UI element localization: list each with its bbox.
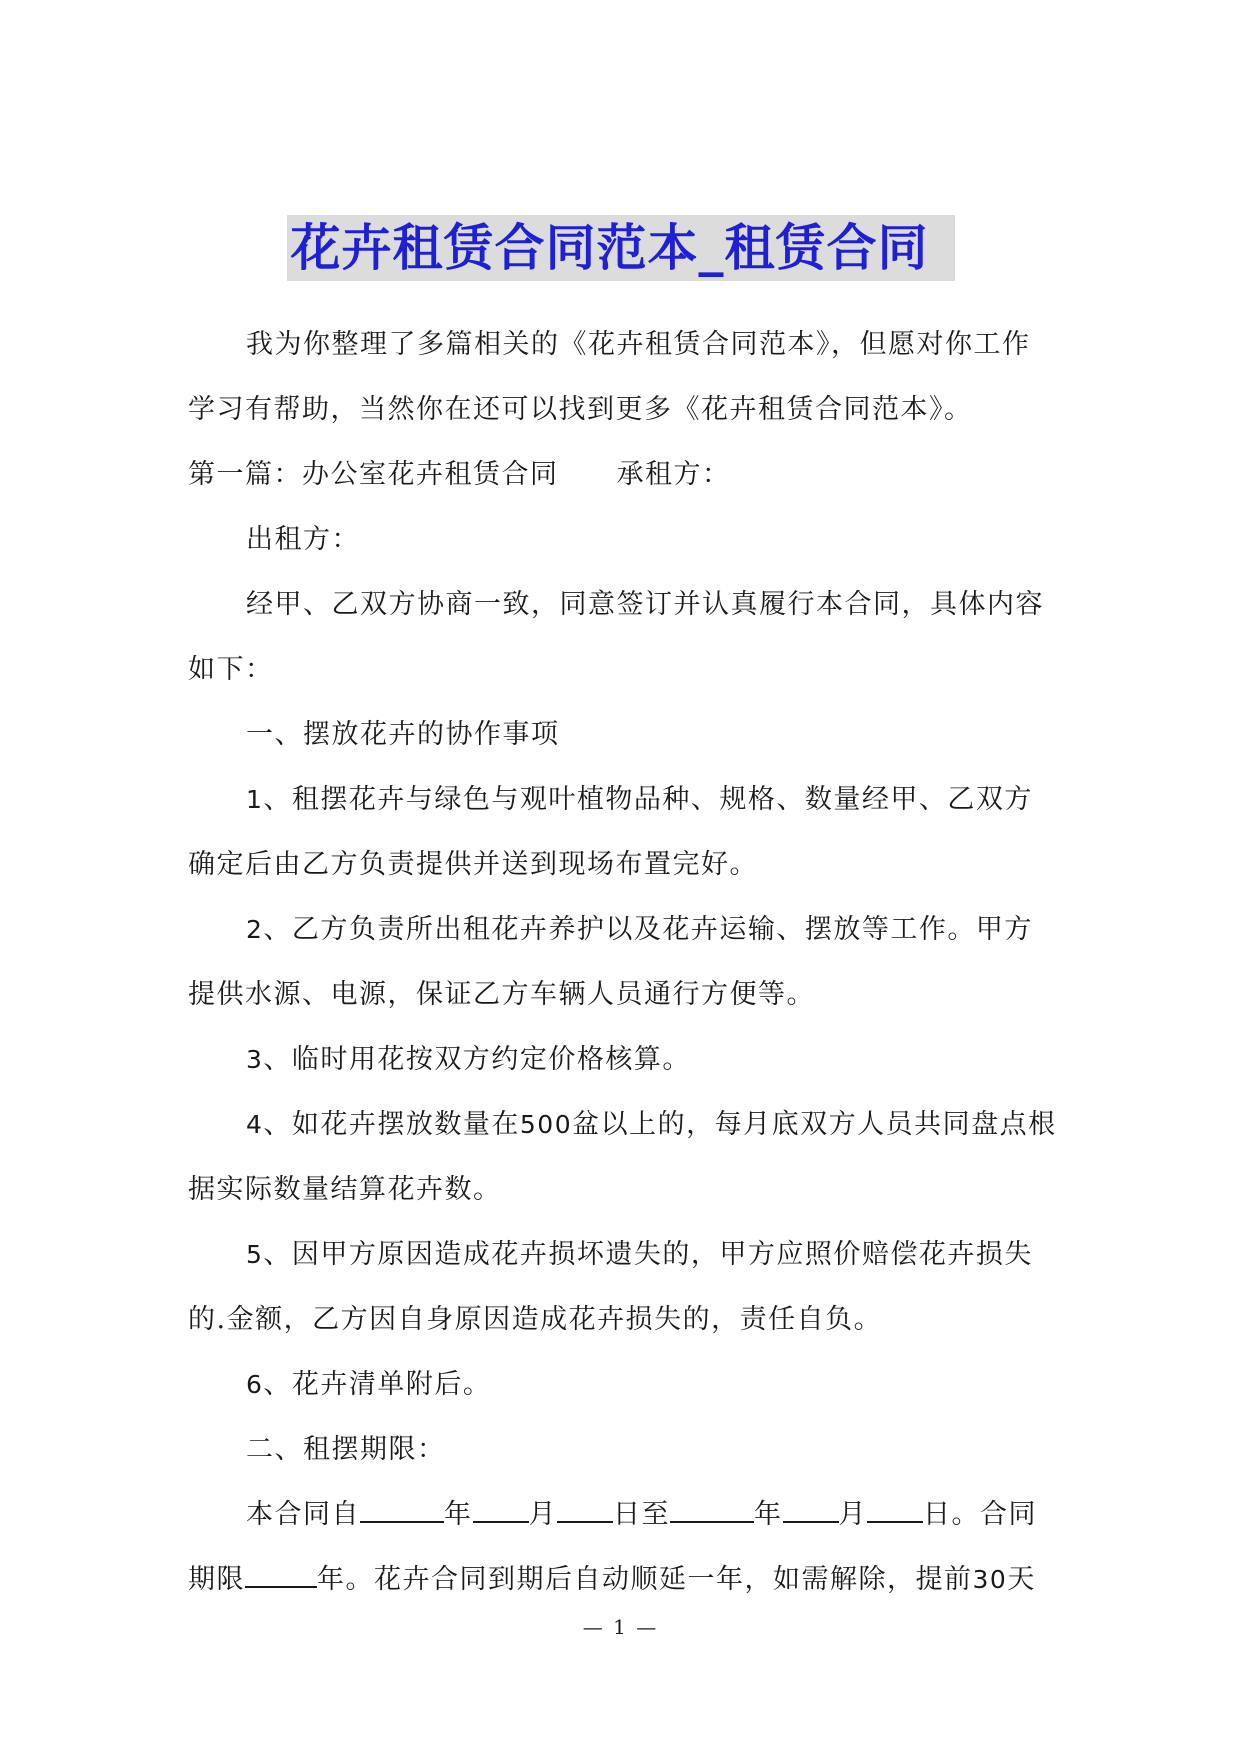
clause-number: 6 bbox=[246, 1370, 264, 1399]
clause-number: 5 bbox=[246, 1240, 264, 1269]
blank-end-year bbox=[670, 1495, 754, 1523]
clause-quantity: 500 bbox=[519, 1110, 573, 1139]
document-body bbox=[188, 312, 1058, 1612]
clause-1 bbox=[188, 767, 1058, 897]
clause-3 bbox=[188, 1027, 1058, 1092]
blank-end-month bbox=[783, 1495, 839, 1523]
clause-text: 、因甲方原因造成花卉损坏遗失的，甲方应照价赔偿花卉损失的.金额，乙方因自身原因造成花卉损失的，责任自负。 bbox=[188, 1239, 1033, 1335]
blank-start-month bbox=[473, 1495, 529, 1523]
term-text: 年。花卉合同到期后自动顺延一年，如需解除，提前 bbox=[317, 1564, 973, 1595]
clause-number: 1 bbox=[246, 785, 264, 814]
section1-heading: 第一篇：办公室花卉租赁合同 bbox=[188, 459, 559, 490]
clause-text: 、租摆花卉与绿色与观叶植物品种、规格、数量经甲、乙双方确定后由乙方负责提供并送到现场布置完好。 bbox=[188, 784, 1033, 880]
title-container bbox=[0, 215, 1241, 281]
clause-number: 2 bbox=[246, 915, 264, 944]
item-two-heading: 二、租摆期限： bbox=[246, 1434, 446, 1465]
term-text: 本合同自 bbox=[246, 1499, 360, 1530]
term-text: 年 bbox=[444, 1499, 473, 1530]
clause-6 bbox=[188, 1352, 1058, 1417]
clause-text: 、乙方负责所出租花卉养护以及花卉运输、摆放等工作。甲方提供水源、电源，保证乙方车辆人员通行方便等。 bbox=[188, 914, 1033, 1010]
clause-number: 4 bbox=[246, 1110, 264, 1139]
document-title: 花卉租赁合同范本_租赁合同 bbox=[287, 215, 955, 281]
term-days: 30 bbox=[972, 1565, 1008, 1594]
clause-5 bbox=[188, 1222, 1058, 1352]
blank-start-year bbox=[360, 1495, 444, 1523]
term-text: 日至 bbox=[613, 1499, 670, 1530]
section1-line bbox=[188, 442, 1058, 507]
term-paragraph bbox=[188, 1482, 1058, 1612]
blank-end-day bbox=[867, 1495, 923, 1523]
agreement-paragraph: 经甲、乙双方协商一致，同意签订并认真履行本合同，具体内容如下： bbox=[188, 589, 1044, 685]
page-number: — 1 — bbox=[582, 1615, 659, 1639]
term-text: 月 bbox=[528, 1499, 557, 1530]
term-text: 天 bbox=[1007, 1564, 1036, 1595]
lessor-label: 出租方： bbox=[246, 524, 360, 555]
clause-4 bbox=[188, 1092, 1058, 1222]
clause-text: 、花卉清单附后。 bbox=[263, 1369, 492, 1400]
clause-2 bbox=[188, 897, 1058, 1027]
blank-term-years bbox=[245, 1560, 317, 1588]
clause-text: 、如花卉摆放数量在 bbox=[263, 1109, 520, 1140]
clause-number: 3 bbox=[246, 1045, 264, 1074]
term-text: 日。合同期限 bbox=[188, 1499, 1037, 1595]
lessee-label: 承租方： bbox=[616, 459, 731, 490]
clause-text: 盆以上的，每月底双方人员共同盘点根据实际数量结算花卉数。 bbox=[188, 1109, 1057, 1205]
item-one-heading: 一、摆放花卉的协作事项 bbox=[246, 719, 560, 750]
term-text: 年 bbox=[754, 1499, 783, 1530]
blank-start-day bbox=[557, 1495, 613, 1523]
clause-text: 、临时用花按双方约定价格核算。 bbox=[263, 1044, 691, 1075]
intro-paragraph: 我为你整理了多篇相关的《花卉租赁合同范本》，但愿对你工作学习有帮助，当然你在还可以找到更多《花卉租赁合同范本》。 bbox=[188, 329, 1031, 425]
term-text: 月 bbox=[838, 1499, 867, 1530]
